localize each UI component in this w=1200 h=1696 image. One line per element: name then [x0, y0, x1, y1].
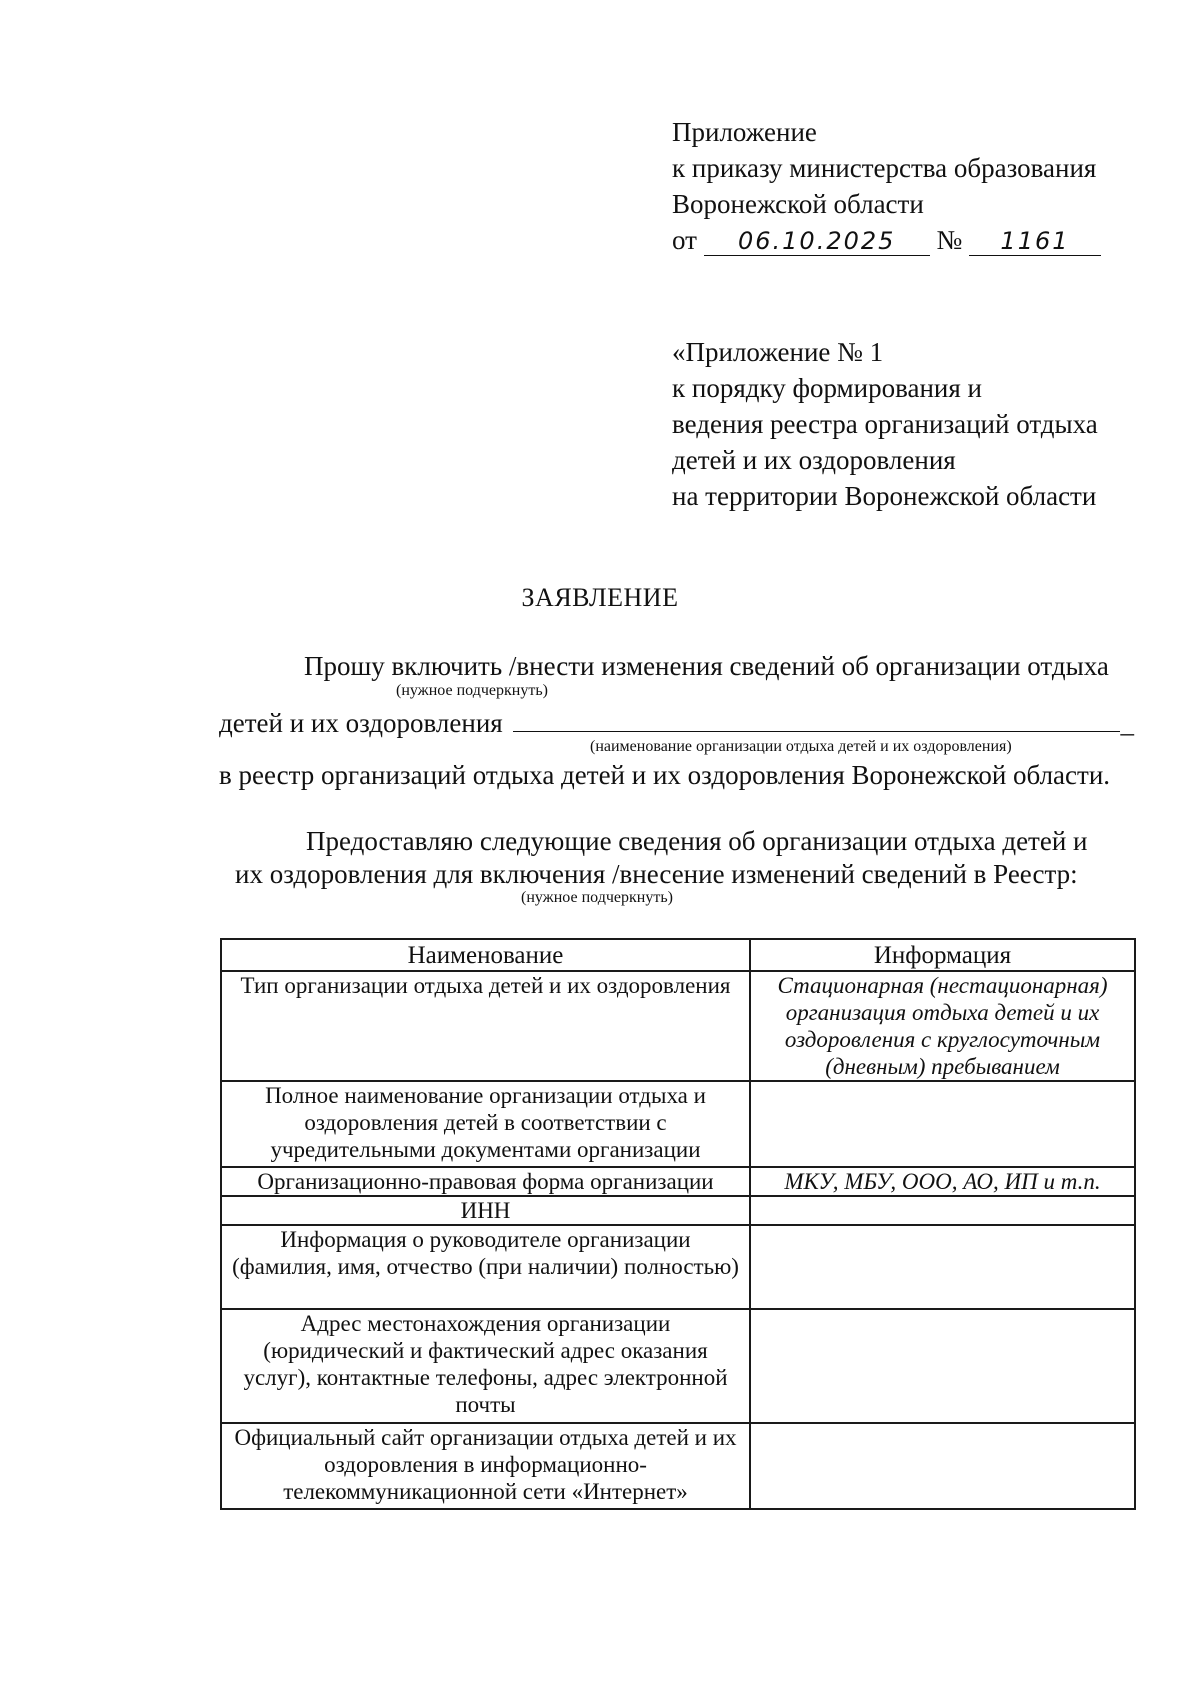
table-row — [221, 1196, 1135, 1225]
row-value-director — [750, 1225, 1135, 1309]
request-line-2-prefix: детей и их оздоровления — [219, 708, 503, 738]
table-row — [221, 971, 1135, 1081]
row-value-inn — [750, 1196, 1135, 1225]
table-row — [221, 1167, 1135, 1196]
row-value-organization-type: Стационарная (нестационарная) организация отдыха детей и их оздоровления с круглосуточным (дневным) пребыванием — [750, 971, 1135, 1081]
row-label-address: Адрес местонахождения организации (юридический и фактический адрес оказания услуг), контактные телефоны, адрес электронной почты — [221, 1309, 750, 1423]
row-label-director: Информация о руководителе организации (фамилия, имя, отчество (при наличии) полностью) — [221, 1225, 750, 1309]
table-row — [221, 1225, 1135, 1309]
provide-hint: (нужное подчеркнуть) — [521, 889, 673, 906]
row-value-full-name — [750, 1081, 1135, 1167]
provide-line-2: их оздоровления для включения /внесение изменений сведений в Реестр: — [235, 859, 1078, 889]
document-title: ЗАЯВЛЕНИЕ — [521, 583, 679, 612]
header-date-number-line — [672, 222, 1101, 258]
appendix-line-4: детей и их оздоровления — [672, 445, 956, 475]
request-line-2-suffix: _ — [1120, 708, 1134, 738]
header-line-2: к приказу министерства образования — [672, 153, 1097, 183]
request-line-1: Прошу включить /внести изменения сведений об организации отдыха — [304, 651, 1109, 681]
row-label-legal-form: Организационно-правовая форма организации — [221, 1167, 750, 1196]
table-header-row — [221, 939, 1135, 971]
organization-name-hint: (наименование организации отдыха детей и их оздоровления) — [590, 738, 1012, 755]
appendix-line-1: «Приложение № 1 — [672, 337, 884, 367]
number-sign: № — [936, 225, 963, 255]
row-value-website — [750, 1423, 1135, 1509]
row-label-full-name: Полное наименование организации отдыха и оздоровления детей в соответствии с учредительными документами организации — [221, 1081, 750, 1167]
table-row — [221, 1081, 1135, 1167]
request-line-3: в реестр организаций отдыха детей и их оздоровления Воронежской области. — [219, 760, 1111, 790]
column-header-information: Информация — [750, 939, 1135, 971]
appendix-line-3: ведения реестра организаций отдыха — [672, 409, 1098, 439]
column-header-name: Наименование — [221, 939, 750, 971]
appendix-line-2: к порядку формирования и — [672, 373, 982, 403]
row-value-address — [750, 1309, 1135, 1423]
from-prefix: от — [672, 225, 697, 255]
order-number: 1161 — [969, 227, 1101, 256]
request-line-2 — [219, 705, 1134, 739]
header-line-3: Воронежской области — [672, 189, 924, 219]
table-row — [221, 1423, 1135, 1509]
organization-info-table — [220, 938, 1136, 1510]
provide-line-1: Предоставляю следующие сведения об организации отдыха детей и — [306, 826, 1088, 856]
header-line-1: Приложение — [672, 117, 817, 147]
order-date: 06.10.2025 — [704, 227, 930, 256]
organization-name-blank — [513, 705, 1120, 732]
row-label-organization-type: Тип организации отдыха детей и их оздоровления — [221, 971, 750, 1081]
order-attachment-header — [672, 114, 1101, 258]
request-hint-underline: (нужное подчеркнуть) — [396, 682, 548, 699]
row-value-legal-form: МКУ, МБУ, ООО, АО, ИП и т.п. — [750, 1167, 1135, 1196]
row-label-website: Официальный сайт организации отдыха детей и их оздоровления в информационно-телекоммуникационной сети «Интернет» — [221, 1423, 750, 1509]
table-row — [221, 1309, 1135, 1423]
appendix-header — [672, 334, 1098, 514]
appendix-line-5: на территории Воронежской области — [672, 481, 1097, 511]
row-label-inn: ИНН — [221, 1196, 750, 1225]
